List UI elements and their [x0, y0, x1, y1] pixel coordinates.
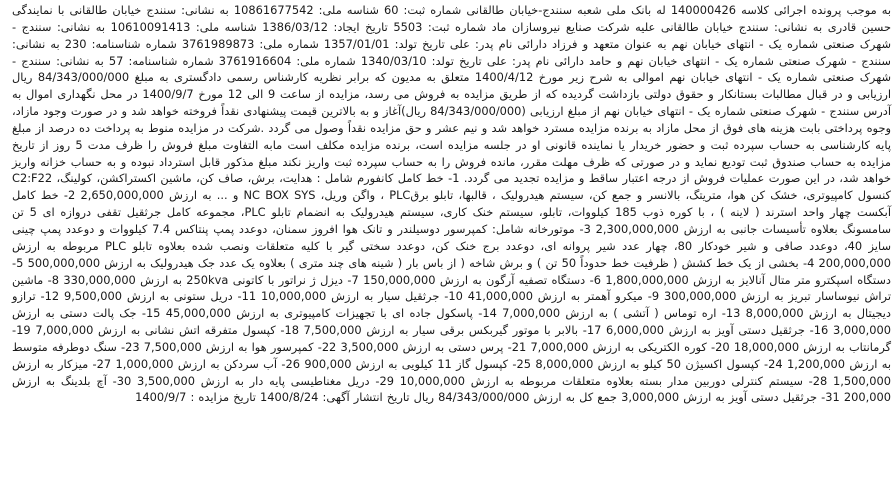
- auction-notice-body: به موجب پرونده اجرائی کلاسه 140000426 له بانک ملی شعبه سنندج-خیابان طالقانی شماره ثبت: 60 شناسه ملی: 10861677542 به نشانی: سنندج خیابان طالقانی با نمایندگی حسین قادری به نشانی: سنندج خیابان طالقانی علیه شرکت صنایع نیروسازان ماد شماره ثبت: 5503 تاریخ ایجاد: 1386/03/12 شناسه ملی: 10610091413 به نشانی: سنندج - شهرک صنعتی شماره یک - انتهای خیابان نهم به عنوان متعهد و فرزاد دارائی نام پدر: علی تاریخ تولد: 1357/01/01 شماره ملی: 3761989873 شماره شناسنامه: 230 به نشانی: سنندج - شهرک صنعتی شماره یک - انتهای خیابان نهم و حامد دارائی نام پدر: علی تاریخ تولد: 1340/03/10 شماره ملی: 3761916604 شماره شناسنامه: 57 به نشانی: سنندج - شهرک صنعتی شماره یک - انتهای خیابان نهم اموالی به شرح زیر مورخ 1400/4/12 متعلق به مدیون که برابر نظریه کارشناس رسمی دادگستری به مبلغ 84/343/000/000 ریال ارزیابی و در قبال مطالبات بستانکار و حقوق دولتی بازداشت گردیده که از طریق مزایده به فروش می رسد، مزایده از ساعت 9 الی 12 مورخ 1400/9/7 در محل نگهداری اموال به آدرس سنندج - شهرک صنعتی شماره یک - انتهای خیابان نهم از مبلغ ارزیابی (84/343/000/000 ریال)آغاز و به بالاترین قیمت پیشنهادی نقداً فروخته خواهد شد و در صورت وجود مازاد، وجوه پرداختی بابت هزینه های فوق از محل مازاد به برنده مزایده مسترد خواهد شد و نیم عشر و حق مزایده نقداً وصول می گردد .شرکت در مزایده منوط به پرداخت ده درصد از مبلغ پایه کارشناسی به حساب سپرده ثبت و حضور خریدار یا نماینده قانونی او در جلسه مزایده است، برنده مزایده مکلف است مابه التفاوت مبلغ فروش را ظرف مدت 5 روز از تاریخ مزایده به حساب صندوق ثبت تودیع نماید و در صورتی که ظرف مهلت مقرر، مانده فروش را به حساب سپرده ثبت واریز نکند مبلغ مذکور قابل استرداد نبوده و به حساب خزانه واریز خواهد شد، در این صورت عملیات فروش از درجه اعتبار ساقط و مزایده تجدید می گردد. 1- خط کامل کانفورم شامل : هدایت، برش، صاف کن، ماشین اکستراکشن، کولینگ، C2:F22 کنسول کامپیوتری، خشک کن هوا، متریتگ، بالانسر و جمع کن، سیستم هیدرولیک ، قالبها، تابلو برقPLC ، واگن وریل، NC BOX SYS و ... به ارزش 2,650,000,000 2- خط کامل آبکست چهار واحد استرند ( لاینه ) ، با کوره ذوب 185 کیلووات، تابلو، سیستم خنک کاری، سیستم هیدرولیک به انضمام تابلو PLC، مجموعه کامل جرثقیل تقفی دروازه ای 5 تن سامسونگ بعلاوه تأسیسات جانبی به ارزش 2,300,000,000 3- موتورخانه شامل: کمپرسور دوسیلندر و تانک هوا افروز سمنان، دوعدد پمپ پنتاکس 7.4 کیلووات و دوعدد پمپ چینی سایز 40، دوعدد صافی و شیر خودکار 80، چهار عدد شیر پروانه ای، دوعدد برج خنک کن، دوعدد سختی گیر با کلیه متعلقات ونصب شده بعلاوه تابلو PLC مربوطه به ارزش 200,000,000 4- بخشی از یک خط کشش ( ظرفیت خط حدوداً 50 تن ) و برش شاخه ( از باس بار ( شینه های چند متری ) بعلاوه یک عدد جک هیدرولیک به ارزش 500,000,000 5- دستگاه اسپکترو متر متال آنالایز به ارزش 1,800,000,000 6- دستگاه تصفیه آرگون به ارزش 150,000,000 7- دیزل ژ نراتور با کاتونی 250kva به ارزش 330,000,000 8- ماشین تراش نیوساسار تبریز به ارزش 300,000,000 9- میکرو آهمتر به ارزش 41,000,000 10- جرثقیل سیار به ارزش 10,000,000 11- دریل ستونی به ارزش 9,500,000 12- ترازو دیجیتال به ارزش 8,000,000 13- اره توماس ( آتشی ) به ارزش 7,000,000 14- پاسکول جاده ای با تجهیزات کامپیوتری به ارزش 45,000,000 15- جک پالت دستی به ارزش 3,000,000 16- جرثقیل دستی آویز به ارزش 6,000,000 17- بالابر با موتور گیربکس برقی سیار به ارزش 7,500,000 18- کپسول متفرقه اتش نشانی به ارزش 7,000,000 19- گرمانتاب به ارزش 18,000,000 20- کوره الکتریکی به ارزش 7,000,000 21- پرس دستی به ارزش 3,500,000 22- کمپرسور هوا به ارزش 7,500,000 23- سنگ دوطرفه متوسط به ارزش 1,200,000 24- کپسول اکسیژن 50 کیلو به ارزش 8,000,000 25- کپسول گاز 11 کیلویی به ارزش 900,000 26- آب سردکن به ارزش 1,000,000 27- میزکار به ارزش 1,500,000 28- سیستم کنترلی دوربین مدار بسته بعلاوه متعلقات مربوطه به ارزش 10,000,000 29- دریل مغناطیسی پایه دار به ارزش 3,500,000 30- آچ بلدینگ به ارزش 200,000 31- جرثقیل دستی آویز به ارزش 3,000,000 جمع کل به ارزش 84/343/000/000 ریال تاریخ انتشار آگهی: 1400/8/24 تاریخ مزایده : 1400/9/7: [12, 3, 892, 405]
- auction-notice: [8, 0, 895, 487]
